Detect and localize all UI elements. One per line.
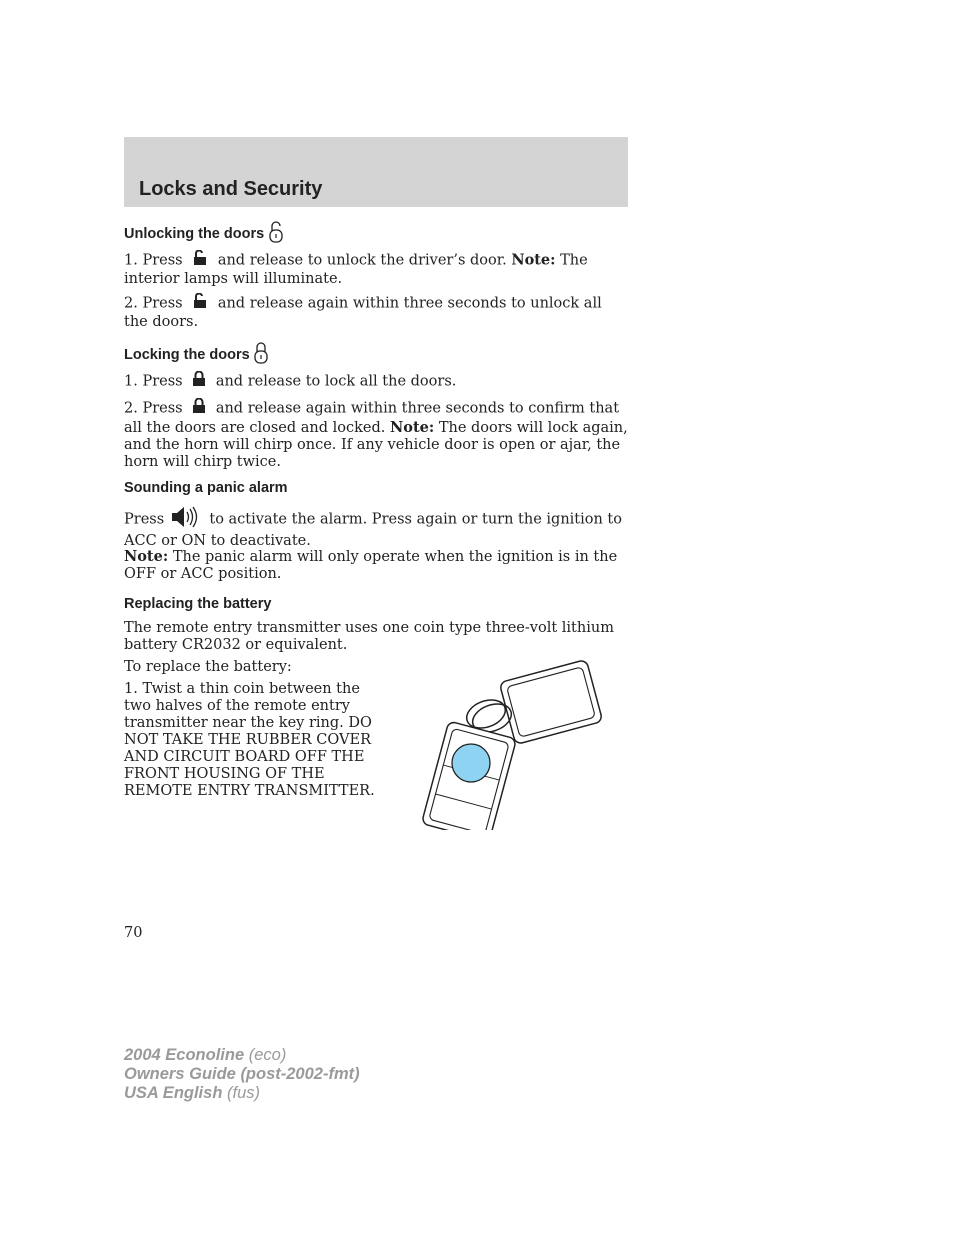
- footer-line-3: [124, 1084, 360, 1103]
- section-header-band: [124, 137, 628, 207]
- battery-to-replace: To replace the battery:: [124, 659, 292, 675]
- footer-line-2: Owners Guide (post-2002-fmt): [124, 1065, 360, 1083]
- battery-step-1: 1. Twist a thin coin between the two halves of the remote entry transmitter near the key ring. DO NOT TAKE THE RUBBER COVER AND CIRCUIT BOARD OFF THE FRONT HOUSING OF THE REMOTE ENTRY TRANSMITTER.: [124, 681, 375, 799]
- unlock-button-icon: [193, 293, 207, 314]
- lock-button-icon: [193, 371, 205, 392]
- unlock-button-icon: [193, 250, 207, 271]
- note-text: The interior lamps will illuminate.: [124, 252, 588, 287]
- unlock-step-2: [124, 293, 629, 331]
- note-text: The panic alarm will only operate when the ignition is in the OFF or ACC position.: [124, 549, 618, 582]
- document-footer: [124, 1046, 360, 1103]
- page-number: 70: [124, 925, 143, 941]
- step-text: and release to lock all the doors.: [215, 373, 457, 390]
- footer-model-code: (eco): [248, 1046, 287, 1064]
- section-title: Locks and Security: [139, 178, 323, 200]
- step-text: 1. Press: [124, 252, 183, 269]
- unlock-heading-text: Unlocking the doors: [124, 225, 265, 242]
- note-label: Note:: [124, 548, 169, 565]
- footer-model: 2004 Econoline: [124, 1046, 245, 1064]
- step-text: to activate the alarm. Press again or turn the ignition to ACC or ON to deactivate.: [124, 511, 622, 549]
- lock-padlock-icon: [254, 342, 268, 368]
- battery-heading: Replacing the battery: [124, 596, 272, 612]
- panic-heading: Sounding a panic alarm: [124, 480, 288, 496]
- unlock-padlock-icon: [268, 221, 284, 247]
- battery-intro: The remote entry transmitter uses one coin type three-volt lithium battery CR2032 or equivalent.: [124, 620, 614, 653]
- footer-line-1: [124, 1046, 360, 1065]
- panic-instruction: [124, 506, 629, 550]
- lock-step-1: [124, 371, 629, 392]
- unlock-heading: [124, 221, 284, 247]
- note-label: Note:: [390, 419, 435, 436]
- footer-language: USA English: [124, 1084, 223, 1102]
- step-text: 1. Press: [124, 373, 183, 390]
- lock-heading-text: Locking the doors: [124, 346, 250, 363]
- step-text: and release again within three seconds to confirm that all the doors are closed and locked.: [124, 400, 620, 436]
- step-text: Press: [124, 511, 165, 528]
- step-text: 2. Press: [124, 400, 183, 417]
- step-text: and release to unlock the driver’s door.: [217, 252, 507, 269]
- note-text: The doors will lock again, and the horn will chirp once. If any vehicle door is open or ajar, the horn will chirp twice.: [124, 420, 628, 470]
- footer-language-code: (fus): [227, 1084, 260, 1102]
- panic-horn-icon: [171, 506, 199, 533]
- key-fob-illustration: [420, 660, 605, 834]
- step-text: 2. Press: [124, 295, 183, 312]
- unlock-step-1: [124, 250, 629, 288]
- panic-note: [124, 548, 629, 583]
- note-label: Note:: [511, 251, 556, 269]
- lock-step-2: [124, 398, 629, 471]
- step-text: and release again within three seconds to unlock all the doors.: [124, 295, 602, 330]
- lock-heading: [124, 342, 268, 368]
- lock-button-icon: [193, 398, 205, 419]
